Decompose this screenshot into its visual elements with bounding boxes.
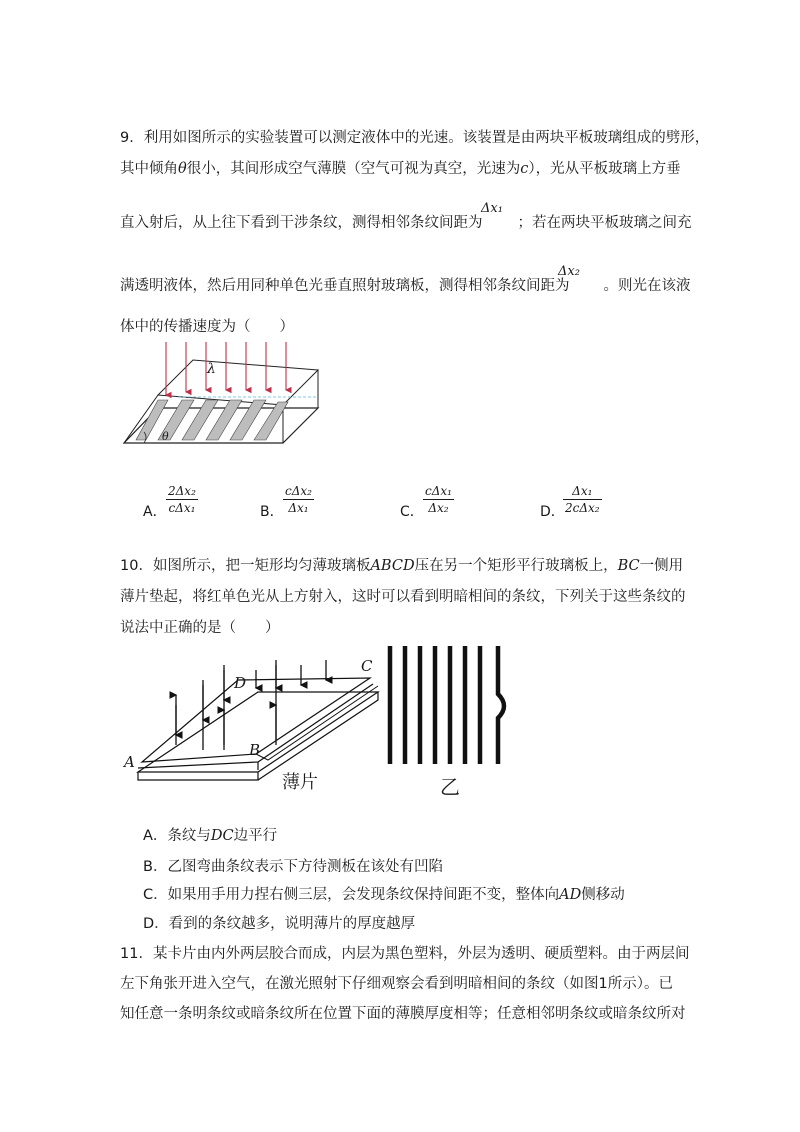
- q9-line5: 体中的传播速度为（ ）: [120, 319, 294, 335]
- q9-line1: 9．利用如图所示的实验装置可以测定液体中的光速。该装置是由两块平板玻璃组成的劈形，: [120, 130, 710, 146]
- q10-shim-label: 薄片: [282, 772, 318, 793]
- q11-line3: 知任意一条明条纹或暗条纹所在位置下面的薄膜厚度相等；任意相邻明条纹或暗条纹所对: [120, 1006, 686, 1022]
- q9-lambda-label: λ: [207, 361, 216, 377]
- q10-label-b: B: [249, 741, 261, 759]
- q9-line4: 满透明液体，然后用同种单色光垂直照射玻璃板，测得相邻条纹间距为 。则光在该液: [120, 278, 691, 294]
- theta-symbol: θ: [178, 161, 187, 177]
- q9-option-b-fraction: cΔx₂ Δx₁: [285, 484, 312, 515]
- q10-line3: 说法中正确的是（ ）: [120, 620, 280, 636]
- q10-fringe-figure: [386, 642, 516, 772]
- q9-dx1-symbol: Δx₁: [481, 201, 503, 216]
- q10-yi-label: 乙: [440, 775, 460, 799]
- q9-line3: 直入射后，从上往下看到干涉条纹，测得相邻条纹间距为 ；若在两块平板玻璃之间充: [120, 215, 692, 231]
- q9-option-c-fraction: cΔx₁ Δx₂: [425, 484, 452, 515]
- q9-option-a-fraction: 2Δx₂ cΔx₁: [168, 484, 196, 515]
- q9-option-b-label[interactable]: B．: [260, 504, 284, 520]
- q9-theta-label: θ: [162, 430, 169, 443]
- q10-option-c[interactable]: C．如果用手用力捏右侧三层，会发现条纹保持间距不变，整体向AD侧移动: [143, 887, 625, 903]
- q10-line2: 薄片垫起，将红单色光从上方射入，这时可以看到明暗相间的条纹，下列关于这些条纹的: [120, 589, 686, 605]
- q9-wedge-figure: [118, 340, 328, 450]
- q9-line2: 其中倾角θ很小，其间形成空气薄膜（空气可视为真空，光速为c），光从平板玻璃上方垂: [120, 161, 681, 177]
- q10-label-a: A: [124, 753, 135, 771]
- q9-option-d-fraction: Δx₁ 2cΔx₂: [565, 484, 600, 515]
- q9-dx2-symbol: Δx₂: [558, 264, 580, 279]
- q10-label-d: D: [234, 674, 247, 692]
- q9-option-a-label[interactable]: A．: [143, 504, 167, 520]
- q9-option-c-label[interactable]: C．: [400, 504, 424, 520]
- q9-option-d-label[interactable]: D．: [540, 504, 565, 520]
- q10-line1: 10．如图所示，把一矩形均匀薄玻璃板ABCD压在另一个矩形平行玻璃板上，BC一侧用: [120, 558, 684, 574]
- q10-plates-figure: [128, 650, 388, 800]
- q11-line2: 左下角张开进入空气，在激光照射下仔细观察会看到明暗相间的条纹（如图1所示）。已: [120, 976, 673, 992]
- q10-option-a[interactable]: A．条纹与DC边平行: [143, 828, 278, 844]
- q10-label-c: C: [361, 657, 373, 675]
- c-symbol: c: [520, 161, 529, 177]
- q11-line1: 11．某卡片由内外两层胶合而成，内层为黑色塑料，外层为透明、硬质塑料。由于两层间: [120, 946, 690, 962]
- q10-option-b[interactable]: B．乙图弯曲条纹表示下方待测板在该处有凹陷: [143, 859, 443, 875]
- q10-option-d[interactable]: D．看到的条纹越多，说明薄片的厚度越厚: [143, 916, 416, 932]
